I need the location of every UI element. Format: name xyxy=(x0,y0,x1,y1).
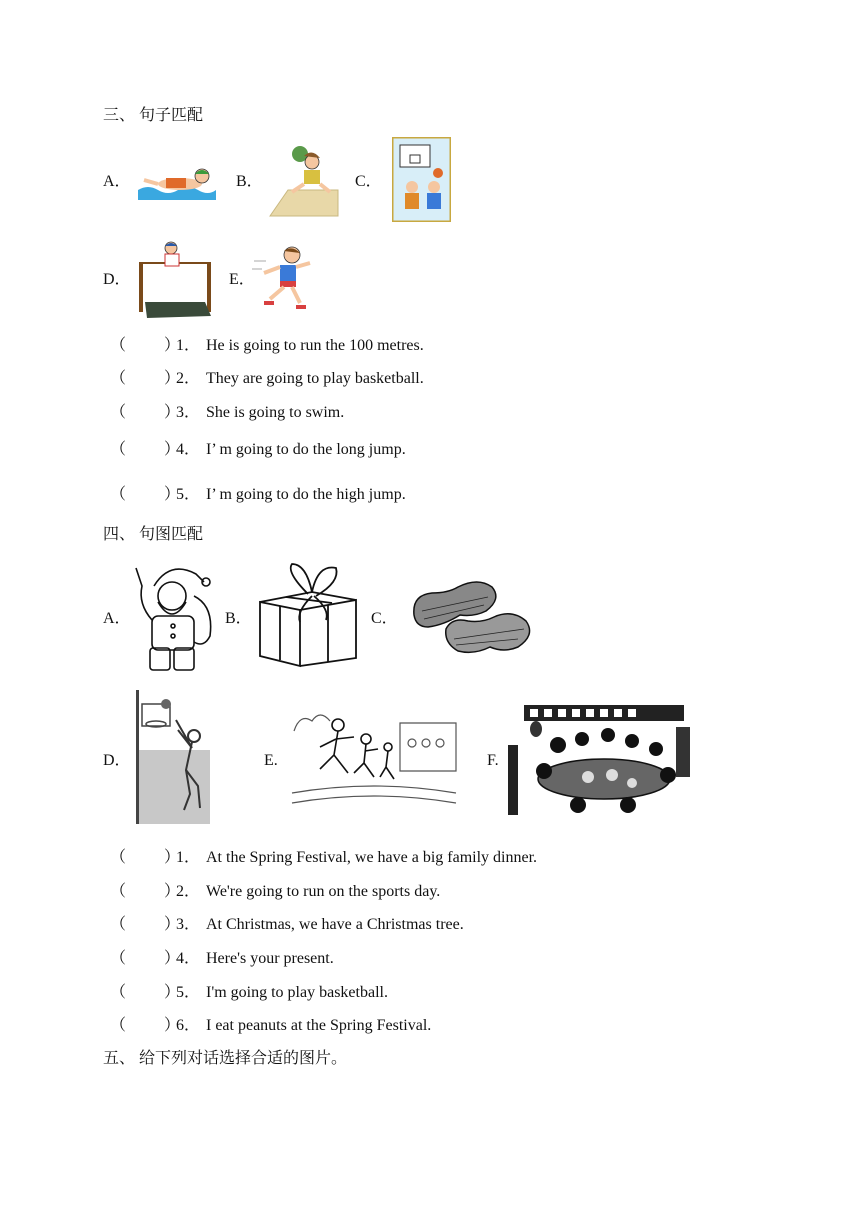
option-label-a: A． xyxy=(103,173,131,190)
item-number: 5． xyxy=(176,984,201,1001)
answer-blank[interactable]: （ xyxy=(110,950,127,967)
answer-blank[interactable]: （ xyxy=(110,337,127,354)
list-item: （ ） 4． Here's your present. xyxy=(110,950,334,967)
item-number: 1． xyxy=(176,849,201,866)
list-item: （ ） 2． We're going to run on the sports day. xyxy=(110,883,441,900)
item-sentence: I’ m going to do the high jump. xyxy=(206,486,406,503)
list-item: （ ） 5． I'm going to play basketball. xyxy=(110,984,388,1001)
option-label-b: B． xyxy=(236,173,263,190)
running-picture xyxy=(250,243,316,313)
running-race-picture xyxy=(290,707,458,807)
option-label-f: F. xyxy=(487,752,499,769)
gift-box-picture xyxy=(256,562,360,670)
item-number: 2． xyxy=(176,883,201,900)
answer-blank[interactable]: （ xyxy=(110,916,127,933)
item-sentence: I eat peanuts at the Spring Festival. xyxy=(206,1017,432,1034)
option-label-d: D． xyxy=(103,271,131,288)
list-item: （ ） 4． I’ m going to do the long jump. xyxy=(110,441,406,458)
item-sentence: I'm going to play basketball. xyxy=(206,984,388,1001)
item-number: 4． xyxy=(176,950,201,967)
item-number: 3． xyxy=(176,404,201,421)
answer-blank[interactable]: （ xyxy=(110,883,127,900)
list-item: （ ） 6． I eat peanuts at the Spring Festival. xyxy=(110,1017,432,1034)
item-sentence: At the Spring Festival, we have a big family dinner. xyxy=(206,849,538,866)
item-sentence: I’ m going to do the long jump. xyxy=(206,441,406,458)
section-4-title: 四、 句图匹配 xyxy=(103,526,204,543)
option-label-b: B． xyxy=(225,610,252,627)
answer-blank[interactable]: （ xyxy=(110,1017,127,1034)
item-number: 3． xyxy=(176,916,201,933)
long-jump-picture xyxy=(268,142,340,218)
answer-blank[interactable]: （ xyxy=(110,441,127,458)
option-label-c: C． xyxy=(371,610,398,627)
item-sentence: She is going to swim. xyxy=(206,404,345,421)
list-item: （ ） 1． At the Spring Festival, we have a big family dinner. xyxy=(110,849,538,866)
item-number: 2． xyxy=(176,370,201,387)
playing-basketball-picture xyxy=(136,690,210,824)
item-sentence: He is going to run the 100 metres. xyxy=(206,337,424,354)
santa-claus-picture xyxy=(130,556,216,676)
item-number: 6． xyxy=(176,1017,201,1034)
answer-blank[interactable]: （ xyxy=(110,486,127,503)
item-sentence: At Christmas, we have a Christmas tree. xyxy=(206,916,464,933)
peanuts-picture xyxy=(408,577,534,657)
basketball-picture xyxy=(392,137,451,222)
item-sentence: Here's your present. xyxy=(206,950,334,967)
list-item: （ ） 5． I’ m going to do the high jump. xyxy=(110,486,406,503)
answer-blank[interactable]: （ xyxy=(110,404,127,421)
family-dinner-picture xyxy=(508,705,700,815)
list-item: （ ） 3． She is going to swim. xyxy=(110,404,345,421)
item-number: 1． xyxy=(176,337,201,354)
item-number: 4． xyxy=(176,441,201,458)
answer-blank[interactable]: （ xyxy=(110,849,127,866)
option-label-e: E. xyxy=(264,752,278,769)
item-number: 5． xyxy=(176,486,201,503)
item-sentence: They are going to play basketball. xyxy=(206,370,424,387)
option-label-e: E． xyxy=(229,271,255,288)
item-sentence: We're going to run on the sports day. xyxy=(206,883,441,900)
list-item: （ ） 3． At Christmas, we have a Christmas tree. xyxy=(110,916,464,933)
answer-blank[interactable]: （ xyxy=(110,370,127,387)
list-item: （ ） 1． He is going to run the 100 metres. xyxy=(110,337,424,354)
swimming-picture xyxy=(136,158,218,202)
section-3-title: 三、 句子匹配 xyxy=(103,107,204,124)
option-label-c: C． xyxy=(355,173,382,190)
option-label-a: A． xyxy=(103,610,131,627)
section-5-title: 五、 给下列对话选择合适的图片。 xyxy=(103,1050,348,1067)
option-label-d: D． xyxy=(103,752,131,769)
answer-blank[interactable]: （ xyxy=(110,984,127,1001)
list-item: （ ） 2． They are going to play basketball. xyxy=(110,370,424,387)
high-jump-picture xyxy=(135,240,215,320)
